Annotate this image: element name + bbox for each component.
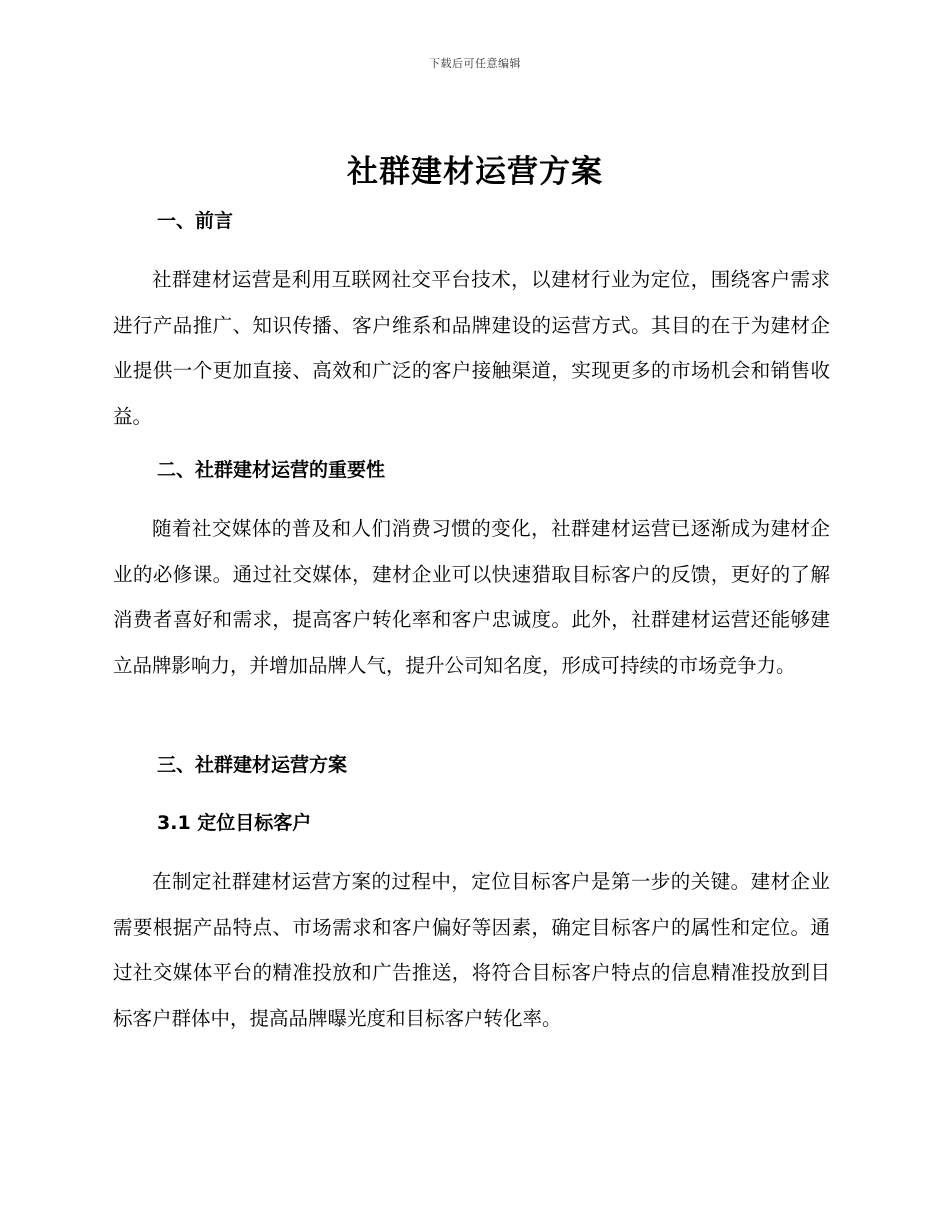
section-heading-preface: 一、前言	[157, 210, 234, 232]
subsection-paragraph-target-customers: 在制定社群建材运营方案的过程中，定位目标客户是第一步的关键。建材企业需要根据产品特点、市场需求和客户偏好等因素，确定目标客户的属性和定位。通过社交媒体平台的精准投放和广告推送，将符合目标客户特点的信息精准投放到目标客户群体中，提高品牌曝光度和目标客户转化率。	[113, 870, 830, 1030]
subsection-heading-target-customers: 3.1 定位目标客户	[157, 812, 312, 834]
page-header-note: 下载后可任意编辑	[429, 57, 521, 70]
section-paragraph-importance: 随着社交媒体的普及和人们消费习惯的变化，社群建材运营已逐渐成为建材企业的必修课。通过社交媒体，建材企业可以快速猎取目标客户的反馈，更好的了解消费者喜好和需求，提高客户转化率和客户忠诚度。此外，社群建材运营还能够建立品牌影响力，并增加品牌人气，提升公司知名度，形成可持续的市场竞争力。	[113, 517, 830, 677]
section-paragraph-preface: 社群建材运营是利用互联网社交平台技术，以建材行业为定位，围绕客户需求进行产品推广、知识传播、客户维系和品牌建设的运营方式。其目的在于为建材企业提供一个更加直接、高效和广泛的客户接触渠道，实现更多的市场机会和销售收益。	[113, 268, 830, 428]
section-heading-plan: 三、社群建材运营方案	[157, 754, 348, 776]
section-heading-importance: 二、社群建材运营的重要性	[157, 459, 386, 481]
document-title: 社群建材运营方案	[347, 154, 603, 190]
